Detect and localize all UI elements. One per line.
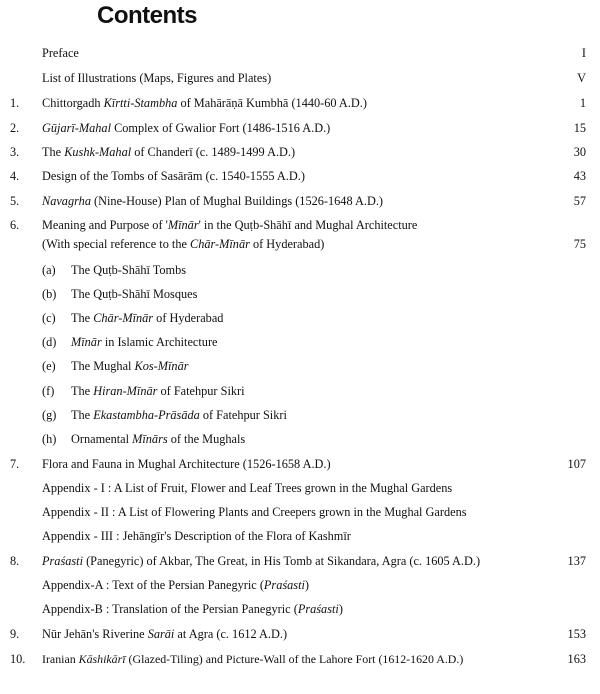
entry-title: Preface (42, 46, 79, 60)
appendix-title: Appendix-B : Translation of the Persian Panegyric (Praśasti) (42, 602, 343, 616)
entry-page: 107 (567, 457, 586, 471)
entry-number: 2. (10, 121, 20, 135)
subentry-title: The Mughal Kos-Mīnār (71, 359, 189, 373)
entry-page: 43 (573, 169, 586, 183)
page-title: Contents (97, 2, 197, 29)
entry-title: Design of the Tombs of Sasārām (c. 1540-1555 A.D.) (42, 169, 305, 183)
entry-number: 8. (10, 554, 20, 568)
subentry-letter: (f) (42, 384, 55, 398)
entry-page: 30 (573, 145, 586, 159)
entry-title: Iranian Kāshikārī (Glazed-Tiling) and Picture-Wall of the Lahore Fort (1612-1620 A.D.) (42, 652, 464, 666)
entry-page: 75 (573, 237, 586, 251)
entry-title: The Kushk-Mahal of Chanderī (c. 1489-1499 A.D.) (42, 145, 296, 159)
subentry-title: The Ekastambha-Prāsāda of Fatehpur Sikri (71, 408, 287, 422)
entry-number: 7. (10, 457, 20, 471)
entry-number: 9. (10, 627, 20, 641)
entry-page: 163 (567, 652, 586, 666)
entry-title: Flora and Fauna in Mughal Architecture (1526-1658 A.D.) (42, 457, 331, 471)
subentry-letter: (e) (42, 359, 56, 373)
subentry-title: The Quṭb-Shāhī Mosques (71, 287, 198, 301)
entry-number: 1. (10, 96, 20, 110)
appendix-title: Appendix - I : A List of Fruit, Flower and Leaf Trees grown in the Mughal Gardens (42, 481, 453, 495)
subentry-letter: (a) (42, 263, 56, 277)
entry-page: V (577, 71, 586, 85)
entry-page: 137 (567, 554, 586, 568)
subentry-title: Mīnār in Islamic Architecture (71, 335, 218, 349)
subentry-letter: (b) (42, 287, 57, 301)
entry-page: 153 (567, 627, 586, 641)
entry-title: Chittorgadh Kīrtti-Stambha of Mahārāṇā Kumbhā (1440-60 A.D.) (42, 96, 367, 110)
entry-number: 4. (10, 169, 20, 183)
entry-page: 57 (573, 194, 586, 208)
subentry-title: The Quṭb-Shāhī Tombs (71, 263, 187, 277)
entry-number: 5. (10, 194, 20, 208)
entry-number: 6. (10, 218, 20, 232)
entry-title: (With special reference to the Chār-Mīnār of Hyderabad) (42, 237, 325, 251)
entry-title: Praśasti (Panegyric) of Akbar, The Great, in His Tomb at Sikandara, Agra (c. 1605 A.D.) (42, 554, 481, 568)
entry-page: I (581, 46, 586, 60)
subentry-letter: (g) (42, 408, 57, 422)
appendix-title: Appendix - III : Jehāngīr's Description of the Flora of Kashmīr (42, 529, 351, 543)
subentry-letter: (d) (42, 335, 57, 349)
entry-number: 3. (10, 145, 20, 159)
subentry-letter: (c) (42, 311, 56, 325)
subentry-title: The Hiran-Mīnār of Fatehpur Sikri (71, 384, 245, 398)
appendix-title: Appendix - II : A List of Flowering Plants and Creepers grown in the Mughal Gardens (42, 505, 467, 519)
subentry-letter: (h) (42, 432, 57, 446)
entry-title: Gūjarī-Mahal Complex of Gwalior Fort (1486-1516 A.D.) (42, 121, 331, 135)
entry-title: Nūr Jehān's Riverine Sarāi at Agra (c. 1612 A.D.) (42, 627, 288, 641)
entry-title: Meaning and Purpose of 'Mīnār' in the Quṭb-Shāhī and Mughal Architecture (42, 218, 418, 232)
entry-page: 1 (579, 96, 586, 110)
subentry-title: The Chār-Mīnār of Hyderabad (71, 311, 224, 325)
subentry-title: Ornamental Mīnārs of the Mughals (71, 432, 246, 446)
appendix-title: Appendix-A : Text of the Persian Panegyric (Praśasti) (42, 578, 310, 592)
entry-title: Navagrha (Nine-House) Plan of Mughal Buildings (1526-1648 A.D.) (42, 194, 383, 208)
entry-number: 10. (10, 652, 26, 666)
entry-page: 15 (573, 121, 586, 135)
entry-title: List of Illustrations (Maps, Figures and Plates) (42, 71, 272, 85)
